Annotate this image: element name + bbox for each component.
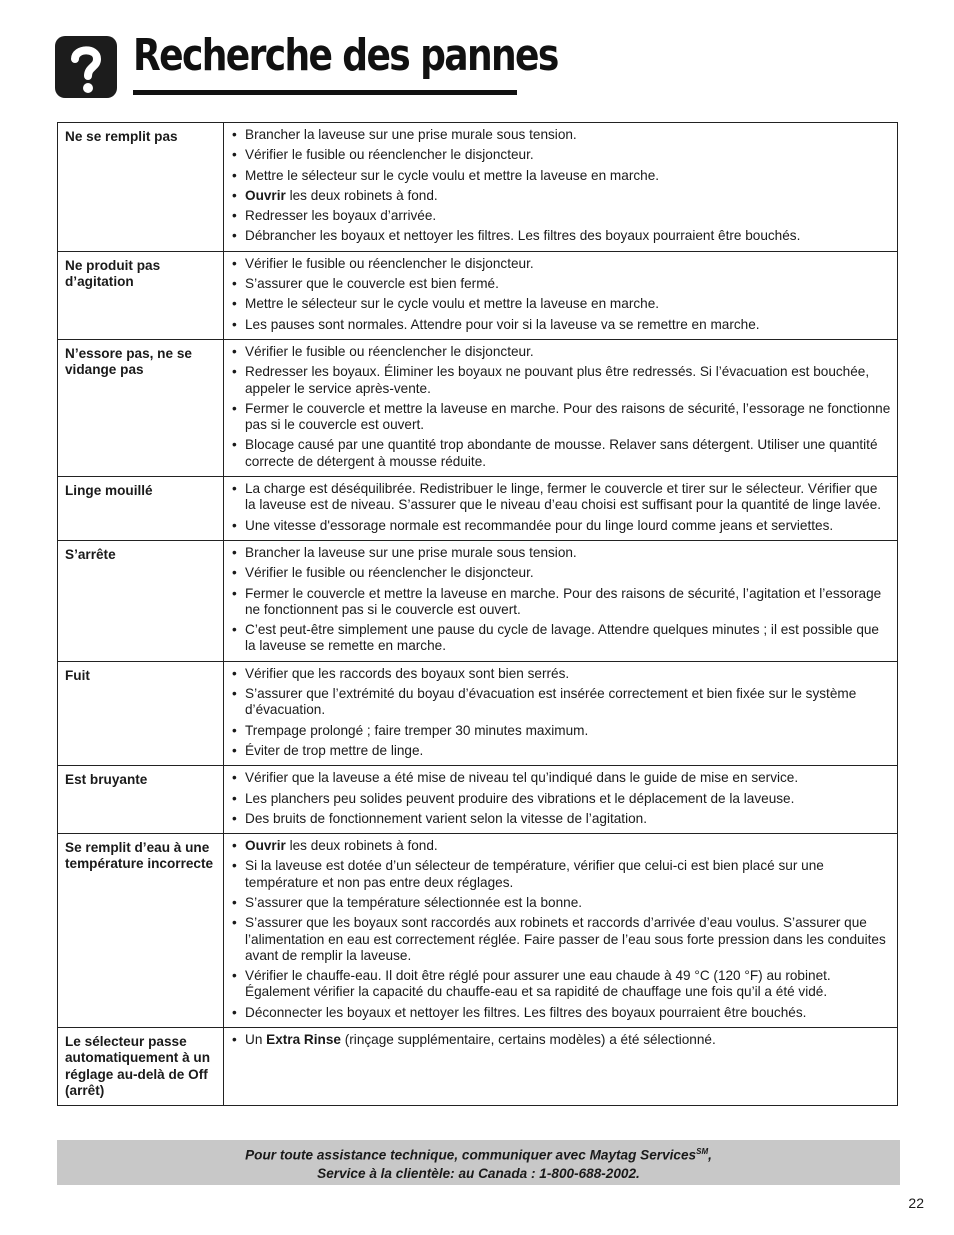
- table-row: [58, 540, 898, 661]
- page-number: 22: [908, 1195, 924, 1211]
- remedy-text: Débrancher les boyaux et nettoyer les filtres. Les filtres des boyaux pourraient être bouchés.: [245, 228, 801, 244]
- remedy-text: Fermer le couvercle et mettre la laveuse en marche. Pour des raisons de sécurité, l’agitation et l’essorage ne fonctionnent pas si le couvercle est ouvert.: [245, 585, 882, 617]
- remedies-cell: [224, 1028, 898, 1106]
- list-item: [230, 622, 891, 655]
- remedy-text: les deux robinets à fond.: [285, 187, 438, 203]
- remedy-text: Mettre le sélecteur sur le cycle voulu et mettre la laveuse en marche.: [245, 167, 660, 183]
- remedy-emphasis: Ouvrir: [245, 187, 286, 203]
- remedy-list: [230, 481, 891, 534]
- remedies-cell: [224, 123, 898, 252]
- support-footer: [57, 1140, 900, 1185]
- remedies-cell: [224, 477, 898, 541]
- list-item: [230, 437, 891, 470]
- remedy-list: [230, 344, 891, 470]
- remedy-list: [230, 1032, 891, 1048]
- remedy-text: Vérifier le chauffe-eau. Il doit être réglé pour assurer une eau chaude à 49 °C (120 °F) au robinet. Également vérifier la capacité du chauffe-eau et sa rapidité de chauffage une fois qu’il a été vidé.: [245, 968, 831, 1000]
- list-item: [230, 317, 891, 333]
- list-item: [230, 276, 891, 292]
- remedy-emphasis: Ouvrir: [245, 838, 286, 854]
- remedy-emphasis: Extra Rinse: [266, 1032, 341, 1048]
- list-item: [230, 545, 891, 561]
- list-item: [230, 168, 891, 184]
- remedy-text: Blocage causé par une quantité trop abondante de mousse. Relaver sans détergent. Utiliser une quantité correcte de détergent à mousse réduite.: [245, 437, 878, 469]
- list-item: [230, 723, 891, 739]
- remedy-text: Trempage prolongé ; faire tremper 30 minutes maximum.: [245, 722, 589, 738]
- problem-cell: S’arrête: [58, 540, 224, 661]
- remedy-text: Brancher la laveuse sur une prise murale sous tension.: [245, 544, 577, 560]
- list-item: [230, 838, 891, 854]
- list-item: [230, 518, 891, 534]
- list-item: [230, 915, 891, 964]
- remedies-cell: [224, 540, 898, 661]
- remedy-text: Redresser les boyaux. Éliminer les boyaux ne pouvant plus être redressés. Si l’évacuation est bouchée, appeler le service après-vente.: [245, 364, 870, 396]
- problem-cell: Se remplit d’eau à une température incorrecte: [58, 834, 224, 1028]
- remedy-text: les deux robinets à fond.: [285, 838, 438, 854]
- table-row: [58, 661, 898, 765]
- list-item: [230, 666, 891, 682]
- remedy-list: [230, 545, 891, 655]
- list-item: [230, 968, 891, 1001]
- list-item: [230, 344, 891, 360]
- remedy-text: Vérifier le fusible ou réenclencher le disjoncteur.: [245, 147, 534, 163]
- remedy-text: La charge est déséquilibrée. Redistribuer le linge, fermer le couvercle et tirer sur le sélecteur. Vérifier que la laveuse est de niveau. S’assurer que le niveau d’eau choisi est suffisant pour la quantité de linge lavée.: [245, 481, 882, 513]
- list-item: [230, 1005, 891, 1021]
- footer-line-2: Service à la clientèle: au Canada : 1-800-688-2002.: [317, 1165, 640, 1181]
- problem-cell: Le sélecteur passe automatiquement à un réglage au-delà de Off (arrêt): [58, 1028, 224, 1106]
- list-item: [230, 401, 891, 434]
- table-row: [58, 766, 898, 834]
- remedy-text: Si la laveuse est dotée d’un sélecteur de température, vérifier que celui-ci est bien placé sur une température et non pas entre deux réglages.: [245, 858, 824, 890]
- remedies-cell: [224, 339, 898, 476]
- list-item: [230, 791, 891, 807]
- table-row: [58, 1028, 898, 1106]
- remedy-text: Déconnecter les boyaux et nettoyer les filtres. Les filtres des boyaux pourraient être bouchés.: [245, 1004, 807, 1020]
- remedy-text: Vérifier que les raccords des boyaux sont bien serrés.: [245, 665, 570, 681]
- remedies-cell: [224, 661, 898, 765]
- remedy-list: [230, 838, 891, 1021]
- list-item: [230, 586, 891, 619]
- remedies-cell: [224, 834, 898, 1028]
- list-item: [230, 895, 891, 911]
- table-row: [58, 251, 898, 339]
- table-row: [58, 834, 898, 1028]
- remedy-text: S’assurer que les boyaux sont raccordés aux robinets et raccords d’arrivée d’eau voulus. S’assurer que l’alimentation en eau est correctement réglée. Faire passer de l’eau sous forte pression dans les conduites avant de remplir la laveuse.: [245, 915, 886, 963]
- table-row: [58, 123, 898, 252]
- list-item: [230, 127, 891, 143]
- remedy-text: Les pauses sont normales. Attendre pour voir si la laveuse va se remettre en marche.: [245, 316, 760, 332]
- list-item: [230, 228, 891, 244]
- problem-cell: Linge mouillé: [58, 477, 224, 541]
- remedy-text: Vérifier le fusible ou réenclencher le disjoncteur.: [245, 255, 534, 271]
- list-item: [230, 811, 891, 827]
- list-item: [230, 256, 891, 272]
- list-item: [230, 1032, 891, 1048]
- remedy-prefix: Un: [245, 1032, 267, 1048]
- list-item: [230, 188, 891, 204]
- footer-line-1: Pour toute assistance technique, communiquer avec Maytag Services℠,: [245, 1147, 712, 1163]
- title-underline: [133, 90, 517, 95]
- list-item: [230, 481, 891, 514]
- list-item: [230, 686, 891, 719]
- remedy-text: Mettre le sélecteur sur le cycle voulu et mettre la laveuse en marche.: [245, 296, 660, 312]
- remedy-text: Vérifier que la laveuse a été mise de niveau tel qu’indiqué dans le guide de mise en service.: [245, 770, 799, 786]
- remedy-text: Vérifier le fusible ou réenclencher le disjoncteur.: [245, 565, 534, 581]
- list-item: [230, 770, 891, 786]
- remedy-text: Vérifier le fusible ou réenclencher le disjoncteur.: [245, 343, 534, 359]
- page-title: Recherche des pannes: [133, 30, 558, 81]
- remedy-text: (rinçage supplémentaire, certains modèles) a été sélectionné.: [340, 1032, 716, 1048]
- remedies-cell: [224, 251, 898, 339]
- troubleshooting-table: [57, 122, 898, 1106]
- remedy-list: [230, 770, 891, 827]
- remedy-text: Une vitesse d'essorage normale est recommandée pour du linge lourd comme jeans et serviettes.: [245, 517, 834, 533]
- remedy-text: Brancher la laveuse sur une prise murale sous tension.: [245, 127, 577, 142]
- remedy-text: Des bruits de fonctionnement varient selon la vitesse de l’agitation.: [245, 810, 647, 826]
- list-item: [230, 565, 891, 581]
- list-item: [230, 364, 891, 397]
- remedy-text: Éviter de trop mettre de linge.: [245, 742, 424, 758]
- problem-cell: Fuit: [58, 661, 224, 765]
- remedy-text: S’assurer que l’extrémité du boyau d’évacuation est insérée correctement et bien fixée sur le système d’évacuation.: [245, 686, 857, 718]
- list-item: [230, 858, 891, 891]
- remedy-text: S’assurer que la température sélectionnée est la bonne.: [245, 894, 583, 910]
- remedy-list: [230, 256, 891, 333]
- remedies-cell: [224, 766, 898, 834]
- remedy-text: C’est peut-être simplement une pause du cycle de lavage. Attendre quelques minutes ; il est possible que la laveuse se remette en marche.: [245, 622, 879, 654]
- list-item: [230, 296, 891, 312]
- table-row: [58, 477, 898, 541]
- question-mark-icon: [55, 36, 117, 98]
- list-item: [230, 147, 891, 163]
- remedy-text: Fermer le couvercle et mettre la laveuse en marche. Pour des raisons de sécurité, l’essorage ne fonctionne pas si le couvercle est ouvert.: [245, 400, 891, 433]
- remedy-list: [230, 127, 891, 245]
- problem-cell: Est bruyante: [58, 766, 224, 834]
- problem-cell: Ne se remplit pas: [58, 123, 224, 252]
- problem-cell: Ne produit pas d’agitation: [58, 251, 224, 339]
- problem-cell: N’essore pas, ne se vidange pas: [58, 339, 224, 476]
- list-item: [230, 743, 891, 759]
- remedy-text: Les planchers peu solides peuvent produire des vibrations et le déplacement de la laveuse.: [245, 790, 795, 806]
- remedy-list: [230, 666, 891, 759]
- list-item: [230, 208, 891, 224]
- remedy-text: S’assurer que le couvercle est bien fermé.: [245, 276, 499, 292]
- table-row: [58, 339, 898, 476]
- remedy-text: Redresser les boyaux d’arrivée.: [245, 208, 437, 224]
